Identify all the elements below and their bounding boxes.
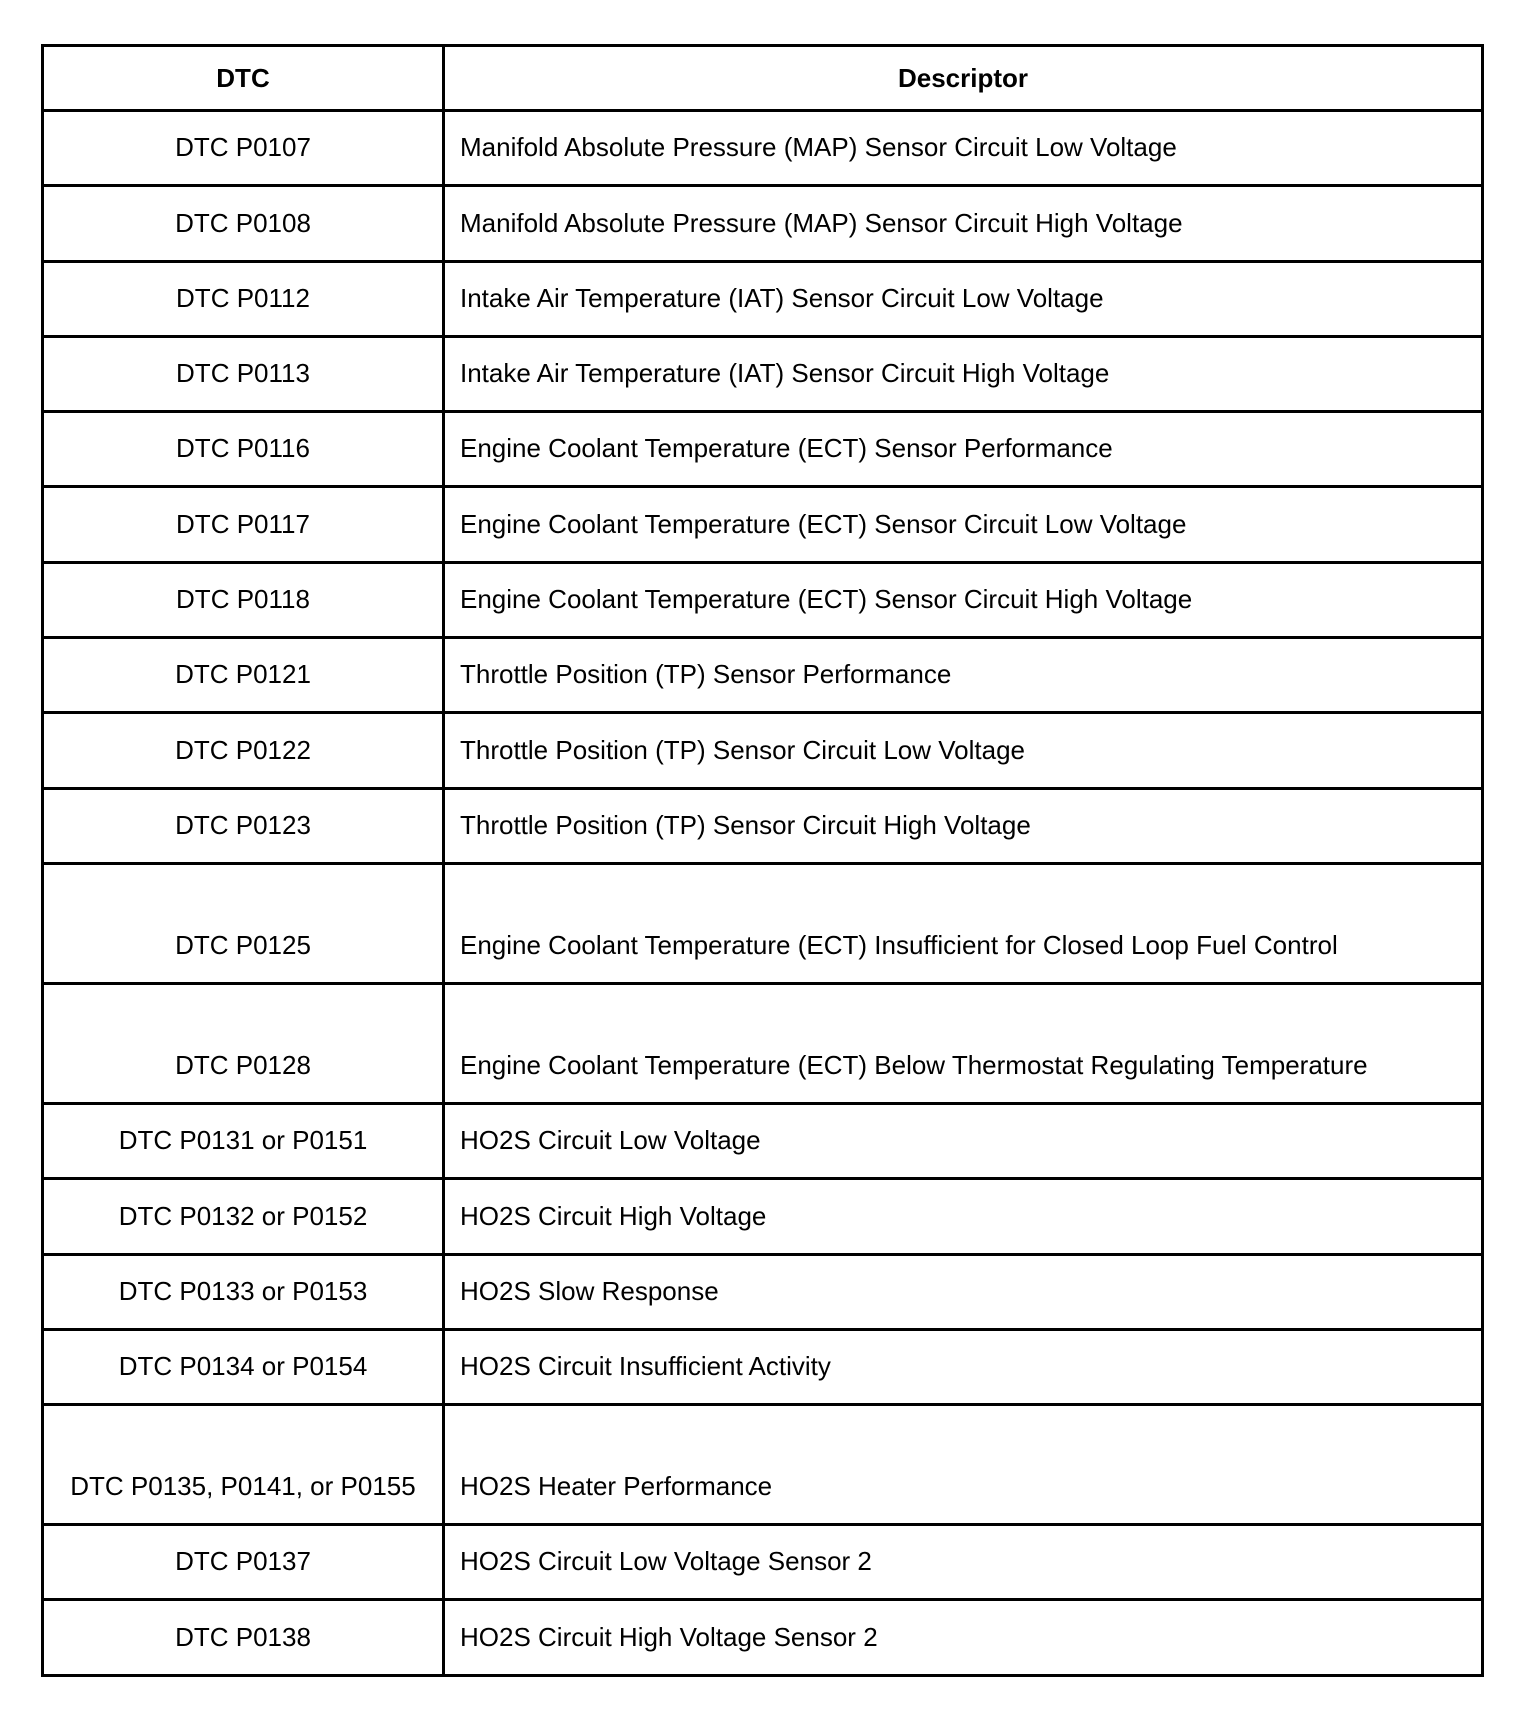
dtc-code: DTC P0117: [43, 487, 444, 562]
header-descriptor: Descriptor: [444, 46, 1483, 111]
table-row: [43, 111, 1483, 186]
table-row: [43, 186, 1483, 261]
table-row: [43, 1103, 1483, 1178]
dtc-code: DTC P0131 or P0151: [43, 1103, 444, 1178]
dtc-code: DTC P0108: [43, 186, 444, 261]
dtc-descriptor: Manifold Absolute Pressure (MAP) Sensor Circuit Low Voltage: [444, 111, 1483, 186]
dtc-descriptor: HO2S Circuit High Voltage: [444, 1179, 1483, 1254]
table-body: [43, 111, 1483, 1676]
dtc-descriptor: Engine Coolant Temperature (ECT) Sensor Performance: [444, 412, 1483, 487]
dtc-code: DTC P0123: [43, 788, 444, 863]
dtc-descriptor: HO2S Circuit Insufficient Activity: [444, 1329, 1483, 1404]
dtc-descriptor: Throttle Position (TP) Sensor Circuit High Voltage: [444, 788, 1483, 863]
table-row: [43, 336, 1483, 411]
dtc-code: DTC P0125: [43, 863, 444, 983]
table-row: [43, 1600, 1483, 1675]
dtc-code: DTC P0122: [43, 713, 444, 788]
dtc-descriptor: Intake Air Temperature (IAT) Sensor Circuit Low Voltage: [444, 261, 1483, 336]
table-row: [43, 788, 1483, 863]
header-row: [43, 46, 1483, 111]
dtc-descriptor: Engine Coolant Temperature (ECT) Sensor Circuit Low Voltage: [444, 487, 1483, 562]
dtc-descriptor: HO2S Circuit High Voltage Sensor 2: [444, 1600, 1483, 1675]
dtc-descriptor: Engine Coolant Temperature (ECT) Below Thermostat Regulating Temperature: [444, 983, 1483, 1103]
table-row: [43, 1254, 1483, 1329]
dtc-code: DTC P0112: [43, 261, 444, 336]
table-row: [43, 412, 1483, 487]
dtc-code: DTC P0137: [43, 1525, 444, 1600]
table-row: [43, 1405, 1483, 1525]
dtc-descriptor: Throttle Position (TP) Sensor Circuit Low Voltage: [444, 713, 1483, 788]
header-dtc: DTC: [43, 46, 444, 111]
dtc-code: DTC P0107: [43, 111, 444, 186]
table-row: [43, 487, 1483, 562]
dtc-code: DTC P0116: [43, 412, 444, 487]
dtc-code: DTC P0135, P0141, or P0155: [43, 1405, 444, 1525]
dtc-code: DTC P0133 or P0153: [43, 1254, 444, 1329]
dtc-descriptor: Engine Coolant Temperature (ECT) Sensor Circuit High Voltage: [444, 562, 1483, 637]
dtc-descriptor: Manifold Absolute Pressure (MAP) Sensor Circuit High Voltage: [444, 186, 1483, 261]
dtc-descriptor: Intake Air Temperature (IAT) Sensor Circuit High Voltage: [444, 336, 1483, 411]
dtc-code: DTC P0132 or P0152: [43, 1179, 444, 1254]
table-row: [43, 863, 1483, 983]
table-row: [43, 261, 1483, 336]
dtc-descriptor: HO2S Slow Response: [444, 1254, 1483, 1329]
table-row: [43, 1525, 1483, 1600]
dtc-code: DTC P0128: [43, 983, 444, 1103]
table-row: [43, 562, 1483, 637]
table-row: [43, 638, 1483, 713]
dtc-code: DTC P0121: [43, 638, 444, 713]
dtc-code: DTC P0113: [43, 336, 444, 411]
table-row: [43, 983, 1483, 1103]
table-row: [43, 1179, 1483, 1254]
table-header: [43, 46, 1483, 111]
table-row: [43, 713, 1483, 788]
dtc-code: DTC P0138: [43, 1600, 444, 1675]
dtc-descriptor: HO2S Heater Performance: [444, 1405, 1483, 1525]
dtc-code: DTC P0134 or P0154: [43, 1329, 444, 1404]
dtc-descriptor: Throttle Position (TP) Sensor Performance: [444, 638, 1483, 713]
dtc-table: [41, 44, 1484, 1677]
dtc-descriptor: HO2S Circuit Low Voltage: [444, 1103, 1483, 1178]
dtc-descriptor: HO2S Circuit Low Voltage Sensor 2: [444, 1525, 1483, 1600]
dtc-code: DTC P0118: [43, 562, 444, 637]
dtc-descriptor: Engine Coolant Temperature (ECT) Insufficient for Closed Loop Fuel Control: [444, 863, 1483, 983]
table-row: [43, 1329, 1483, 1404]
